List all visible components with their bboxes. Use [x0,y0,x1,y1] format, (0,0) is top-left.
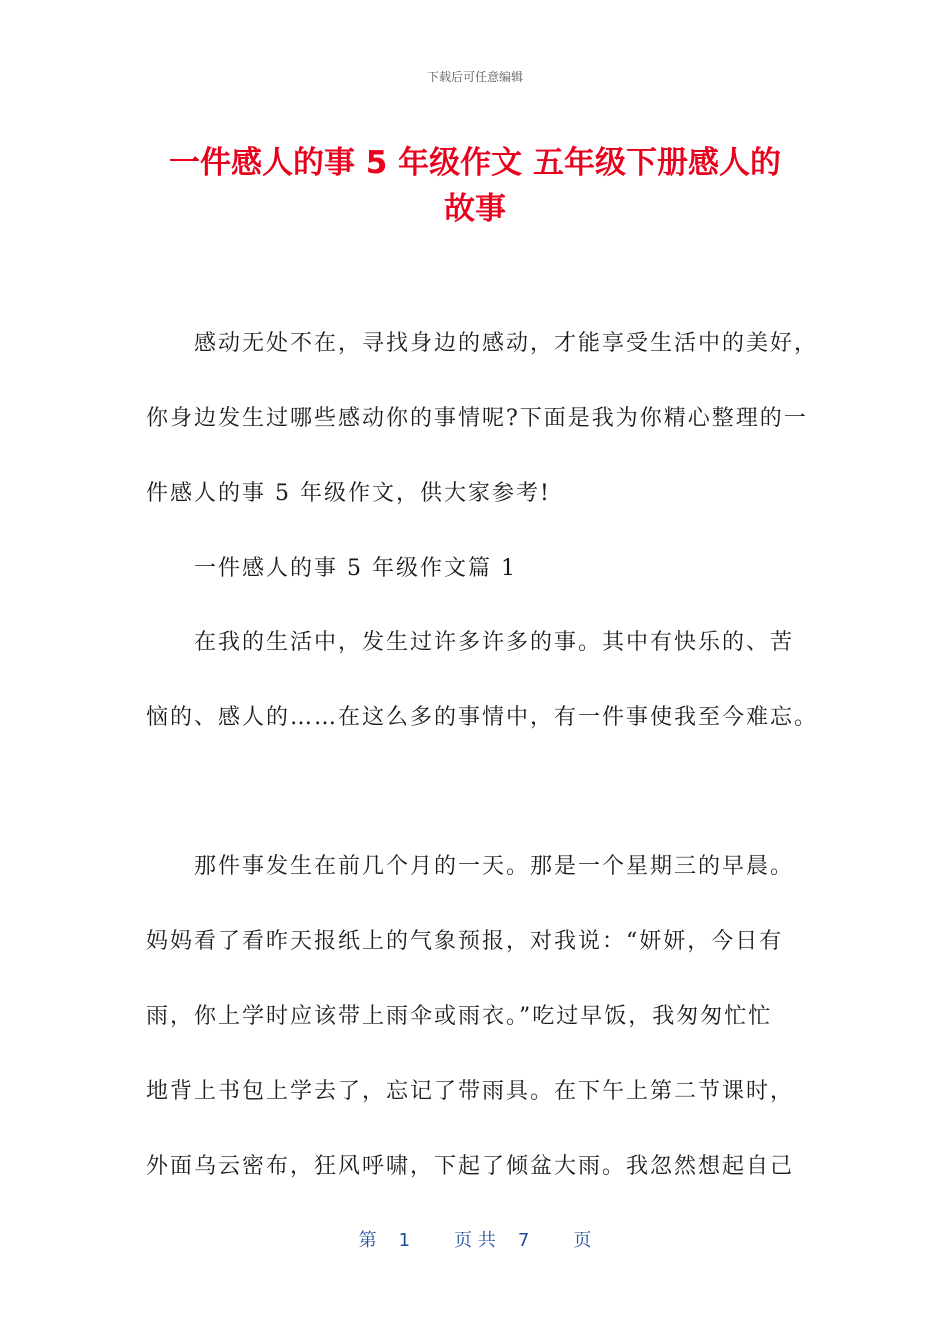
paragraph-line: 在我的生活中，发生过许多许多的事。其中有快乐的、苦 [194,630,795,655]
footer-middle: 页 共 [454,1230,496,1251]
current-page-number: 1 [398,1230,411,1251]
document-title [140,140,810,232]
paragraph-line: 那件事发生在前几个月的一天。那是一个星期三的早晨。 [194,854,795,879]
section-heading: 一件感人的事 5 年级作文篇 1 [194,556,517,581]
paragraph-line: 你身边发生过哪些感动你的事情呢?下面是我为你精心整理的一 [146,406,808,431]
paragraph-line: 妈妈看了看昨天报纸上的气象预报，对我说：“妍妍，今日有 [146,929,784,954]
paragraph-line: 地背上书包上学去了，忘记了带雨具。在下午上第二节课时， [146,1079,795,1104]
title-line-2: 故事 [444,191,506,227]
footer-prefix: 第 [358,1230,377,1251]
footer-suffix: 页 [573,1230,592,1251]
paragraph-line: 件感人的事 5 年级作文，供大家参考! [146,481,551,506]
page-footer [0,1226,950,1252]
paragraph-line: 感动无处不在，寻找身边的感动，才能享受生活中的美好， [194,331,819,356]
paragraph-line: 外面乌云密布，狂风呼啸，下起了倾盆大雨。我忽然想起自己 [146,1154,795,1179]
header-note: 下载后可任意编辑 [426,70,523,84]
paragraph-line: 雨，你上学时应该带上雨伞或雨衣。”吃过早饭，我匆匆忙忙 [146,1004,773,1029]
total-pages-number: 7 [517,1230,530,1251]
paragraph-line: 恼的、感人的……在这么多的事情中，有一件事使我至今难忘。 [146,705,819,730]
title-line-1: 一件感人的事 5 年级作文 五年级下册感人的 [169,145,781,181]
